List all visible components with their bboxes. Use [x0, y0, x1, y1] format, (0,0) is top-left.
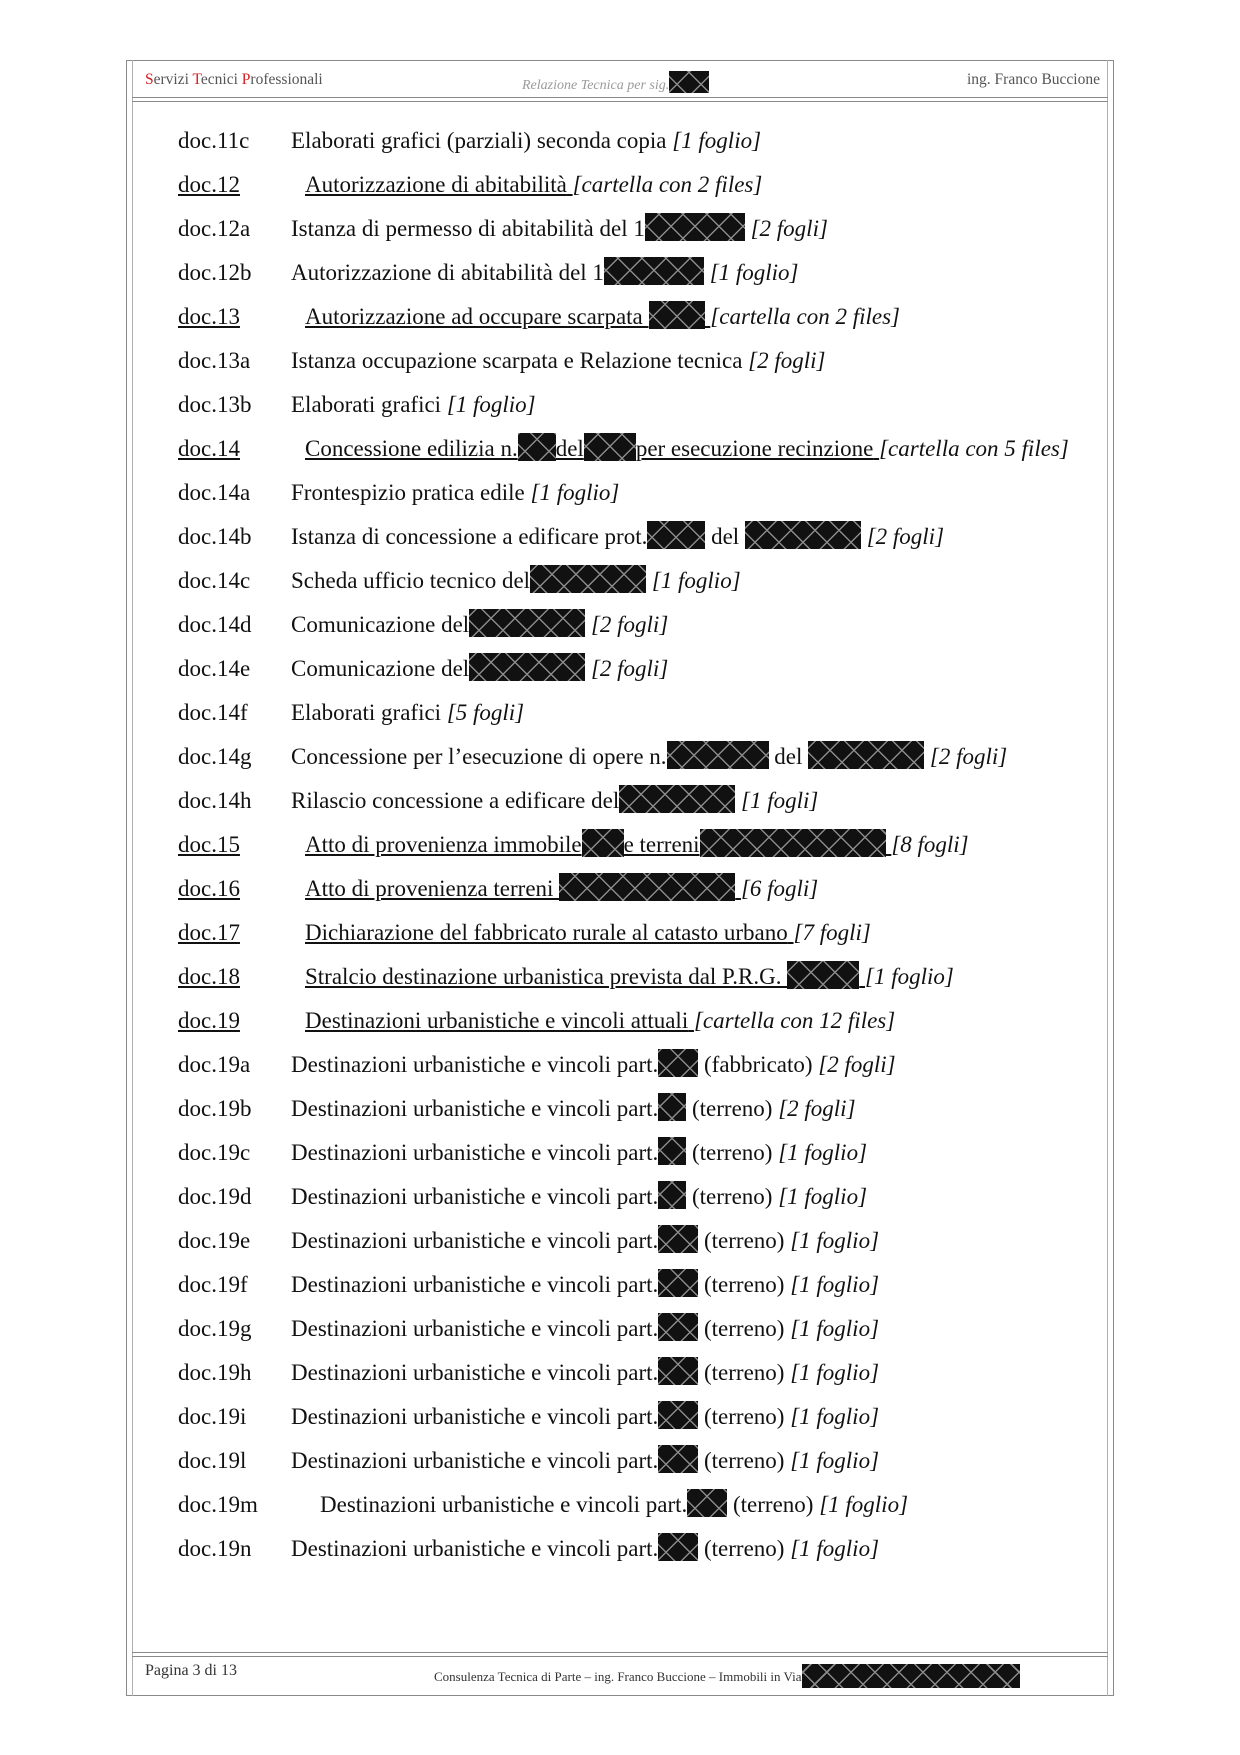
redaction-box	[530, 565, 646, 593]
page-count-note: [1 foglio]	[778, 1140, 868, 1165]
document-code: doc.19c	[178, 1140, 251, 1165]
document-code: doc.14b	[178, 524, 252, 549]
document-code: doc.19f	[178, 1272, 248, 1297]
document-description	[291, 784, 818, 818]
description-text: del	[705, 524, 745, 549]
document-description	[291, 1356, 879, 1390]
redaction-box	[584, 433, 636, 461]
document-item	[178, 1444, 1098, 1488]
document-description	[291, 1004, 895, 1038]
redaction-box	[658, 1357, 698, 1385]
document-code: doc.12	[178, 172, 240, 197]
footer-rule	[132, 1652, 1108, 1653]
document-description	[291, 1400, 879, 1434]
page-count-note: [2 fogli]	[866, 524, 945, 549]
document-item	[178, 608, 1098, 652]
redaction-box	[658, 1049, 698, 1077]
redaction-box	[745, 521, 861, 549]
document-section	[178, 168, 1098, 212]
document-description	[291, 1444, 879, 1478]
document-description	[291, 344, 826, 378]
description-text: (terreno)	[727, 1492, 820, 1517]
page-count-note: [1 fogli]	[741, 788, 819, 813]
document-section	[178, 300, 1098, 344]
document-item	[178, 1356, 1098, 1400]
description-text: Rilascio concessione a edificare del	[291, 788, 620, 813]
document-description	[291, 740, 1007, 774]
footer-rule-2	[132, 1656, 1108, 1657]
header-company-part: ervizi	[153, 71, 193, 88]
document-description	[291, 652, 668, 686]
description-text: (terreno)	[686, 1140, 779, 1165]
description-text: Destinazioni urbanistiche e vincoli part.	[291, 1404, 659, 1429]
description-text: Elaborati grafici (parziali) seconda copia	[291, 128, 673, 153]
document-code: doc.14g	[178, 744, 252, 769]
description-text: Destinazioni urbanistiche e vincoli part.	[291, 1448, 659, 1473]
document-description	[291, 608, 668, 642]
section-title	[305, 920, 794, 945]
description-text: (terreno)	[698, 1448, 791, 1473]
document-item	[178, 1532, 1098, 1576]
description-text: Destinazioni urbanistiche e vincoli part.	[291, 1052, 659, 1077]
description-text: Destinazioni urbanistiche e vincoli part.	[291, 1096, 659, 1121]
redaction-box	[658, 1533, 698, 1561]
page-count-note: [1 foglio]	[778, 1184, 868, 1209]
page-count-note: [cartella con 2 files]	[572, 172, 763, 197]
description-text: Destinazioni urbanistiche e vincoli part.	[291, 1228, 659, 1253]
document-code: doc.14h	[178, 788, 252, 813]
document-code: doc.19l	[178, 1448, 247, 1473]
redaction-box	[645, 213, 745, 241]
document-description	[291, 1532, 879, 1566]
document-code: doc.19	[178, 1008, 240, 1033]
document-item	[178, 784, 1098, 828]
document-code: doc.18	[178, 964, 240, 989]
document-description	[291, 1136, 867, 1170]
document-code: doc.19g	[178, 1316, 252, 1341]
footer-description: Consulenza Tecnica di Parte – ing. Franco Buccione – Immobili in Via	[434, 1664, 1020, 1688]
document-code: doc.13b	[178, 392, 252, 417]
description-text: Istanza occupazione scarpata e Relazione tecnica	[291, 348, 749, 373]
document-section	[178, 916, 1098, 960]
document-description	[291, 916, 871, 950]
description-text: (terreno)	[698, 1404, 791, 1429]
document-item	[178, 1136, 1098, 1180]
document-item	[178, 1488, 1098, 1532]
document-code: doc.12a	[178, 216, 251, 241]
description-text: Destinazioni urbanistiche e vincoli part.	[291, 1316, 659, 1341]
document-code: doc.14d	[178, 612, 252, 637]
header-rule-2	[132, 101, 1108, 102]
page-count-note: [2 fogli]	[818, 1052, 896, 1077]
page-count-note: [cartella con 5 files]	[879, 436, 1069, 461]
page-count-note: [7 fogli]	[793, 920, 871, 945]
document-code: doc.16	[178, 876, 240, 901]
redaction-box	[787, 961, 859, 989]
redaction-box	[658, 1313, 698, 1341]
description-text: Atto di provenienza terreni	[305, 876, 560, 901]
redaction-box	[658, 1137, 686, 1165]
description-text: e terreni	[623, 832, 700, 857]
document-code: doc.19a	[178, 1052, 251, 1077]
header-company-part: P	[241, 71, 251, 88]
description-text: Dichiarazione del fabbricato rurale al catasto urbano	[305, 920, 788, 945]
redaction-box	[658, 1225, 698, 1253]
document-item	[178, 124, 1098, 168]
page-count-note: [1 foglio]	[865, 964, 954, 989]
section-title	[305, 832, 891, 857]
description-text: (terreno)	[698, 1228, 791, 1253]
description-text: (terreno)	[698, 1272, 791, 1297]
redaction-box	[658, 1445, 698, 1473]
document-code: doc.13	[178, 304, 240, 329]
document-item	[178, 388, 1098, 432]
description-text: Stralcio destinazione urbanistica prevista dal P.R.G.	[305, 964, 788, 989]
document-description	[291, 256, 799, 290]
redaction-box	[667, 741, 769, 769]
document-code: doc.19m	[178, 1492, 258, 1517]
header-company-part: T	[192, 71, 201, 88]
description-text: Comunicazione del	[291, 656, 470, 681]
document-description	[291, 388, 536, 422]
document-description	[291, 1312, 879, 1346]
description-text: Atto di provenienza immobile	[305, 832, 582, 857]
redaction-box	[649, 301, 705, 329]
section-title	[305, 436, 879, 461]
page-count-note: [5 fogli]	[446, 700, 525, 725]
redaction-box	[647, 521, 705, 549]
description-text: (terreno)	[698, 1360, 791, 1385]
description-text: Destinazioni urbanistiche e vincoli part.	[291, 1184, 659, 1209]
description-text: Destinazioni urbanistiche e vincoli part.	[320, 1492, 688, 1517]
redaction-box	[469, 653, 585, 681]
description-text: del	[768, 744, 809, 769]
document-description	[320, 1488, 908, 1522]
document-item	[178, 696, 1098, 740]
redaction-box	[604, 257, 704, 285]
redaction-box	[658, 1181, 686, 1209]
description-text: Destinazioni urbanistiche e vincoli part.	[291, 1140, 659, 1165]
redaction-box	[582, 829, 624, 857]
page-count-note: [8 fogli]	[891, 832, 969, 857]
document-section	[178, 432, 1098, 476]
redaction-box	[518, 433, 556, 461]
document-code: doc.15	[178, 832, 240, 857]
description-text: Comunicazione del	[291, 612, 470, 637]
header-company-name	[145, 71, 323, 89]
document-item	[178, 564, 1098, 608]
document-item	[178, 1400, 1098, 1444]
description-text: Istanza di permesso di abitabilità del 1	[291, 216, 645, 241]
redaction-box	[658, 1401, 698, 1429]
document-code: doc.12b	[178, 260, 252, 285]
document-item	[178, 256, 1098, 300]
document-code: doc.14e	[178, 656, 251, 681]
description-text: Destinazioni urbanistiche e vincoli part.	[291, 1360, 659, 1385]
page-count-note: [6 fogli]	[740, 876, 819, 901]
document-code: doc.19e	[178, 1228, 251, 1253]
document-description	[291, 872, 818, 906]
header-report-title: Relazione Tecnica per sig.	[522, 71, 709, 94]
document-section	[178, 872, 1098, 916]
description-text: Scheda ufficio tecnico del	[291, 568, 531, 593]
description-text: (fabbricato)	[698, 1052, 819, 1077]
description-text: Destinazioni urbanistiche e vincoli attuali	[305, 1008, 689, 1033]
redaction-box	[658, 1269, 698, 1297]
page-count-note: [2 fogli]	[750, 216, 828, 241]
document-code: doc.19b	[178, 1096, 252, 1121]
document-code: doc.14	[178, 436, 240, 461]
page-count-note: [2 fogli]	[778, 1096, 856, 1121]
page-count-note: [1 foglio]	[790, 1448, 880, 1473]
page-count-note: [1 foglio]	[790, 1404, 880, 1429]
page-count-note: [1 foglio]	[819, 1492, 909, 1517]
page-count-note: [1 foglio]	[446, 392, 536, 417]
document-item	[178, 476, 1098, 520]
section-title	[305, 304, 710, 329]
document-description	[291, 432, 1069, 466]
document-item	[178, 1092, 1098, 1136]
description-text: Autorizzazione ad occupare scarpata	[305, 304, 649, 329]
description-text: Concessione edilizia n.	[305, 436, 518, 461]
description-text: Istanza di concessione a edificare prot.	[291, 524, 648, 549]
description-text: del	[555, 436, 584, 461]
document-description	[291, 168, 762, 202]
document-description	[291, 960, 954, 994]
document-section	[178, 960, 1098, 1004]
document-description	[291, 212, 828, 246]
document-description	[291, 696, 524, 730]
page-count-note: [1 foglio]	[709, 260, 799, 285]
document-description	[291, 124, 761, 158]
description-text: (terreno)	[698, 1316, 791, 1341]
page-header	[145, 71, 1100, 93]
page-count-note: [2 fogli]	[590, 612, 669, 637]
section-title	[305, 964, 865, 989]
page-count-note: [cartella con 2 files]	[710, 304, 901, 329]
document-code: doc.14a	[178, 480, 251, 505]
description-text: (terreno)	[686, 1184, 779, 1209]
section-title	[305, 1008, 694, 1033]
document-item	[178, 520, 1098, 564]
page-count-note: [cartella con 12 files]	[693, 1008, 896, 1033]
description-text: Elaborati grafici	[291, 700, 447, 725]
section-title	[305, 876, 741, 901]
page-count-note: [1 foglio]	[672, 128, 762, 153]
redaction-box	[559, 873, 735, 901]
document-item	[178, 1268, 1098, 1312]
description-text: Concessione per l’esecuzione di opere n.	[291, 744, 667, 769]
document-code: doc.14c	[178, 568, 251, 593]
document-item	[178, 740, 1098, 784]
document-section	[178, 1004, 1098, 1048]
document-code: doc.19i	[178, 1404, 247, 1429]
document-item	[178, 1180, 1098, 1224]
description-text: (terreno)	[686, 1096, 779, 1121]
document-item	[178, 344, 1098, 388]
document-description	[291, 300, 900, 334]
page-count-note: [1 foglio]	[790, 1536, 880, 1561]
page-footer	[145, 1662, 1100, 1686]
document-code: doc.17	[178, 920, 240, 945]
page-count-note: [2 fogli]	[929, 744, 1008, 769]
page-number: Pagina 3 di 13	[145, 1662, 237, 1679]
description-text: Destinazioni urbanistiche e vincoli part.	[291, 1272, 659, 1297]
redaction-box	[687, 1489, 727, 1517]
description-text: Destinazioni urbanistiche e vincoli part.	[291, 1536, 659, 1561]
redaction-box	[808, 741, 924, 769]
document-code: doc.19n	[178, 1536, 252, 1561]
redaction-box	[802, 1664, 1020, 1688]
redaction-box	[700, 829, 886, 857]
page-count-note: [2 fogli]	[590, 656, 669, 681]
description-text: Autorizzazione di abitabilità del 1	[291, 260, 604, 285]
document-description	[291, 828, 969, 862]
document-description	[291, 1048, 896, 1082]
document-code: doc.11c	[178, 128, 250, 153]
document-code: doc.14f	[178, 700, 248, 725]
document-item	[178, 652, 1098, 696]
section-title	[305, 172, 573, 197]
redaction-box	[669, 71, 709, 93]
document-description	[291, 1224, 879, 1258]
page-count-note: [1 foglio]	[790, 1272, 880, 1297]
page-count-note: [1 foglio]	[790, 1360, 880, 1385]
page-count-note: [1 foglio]	[790, 1316, 880, 1341]
page-count-note: [2 fogli]	[748, 348, 826, 373]
header-rule	[132, 97, 1108, 98]
document-list	[178, 124, 1098, 1576]
document-item	[178, 1048, 1098, 1092]
document-item	[178, 1312, 1098, 1356]
header-company-part: rofessionali	[250, 71, 323, 88]
description-text: per esecuzione recinzione	[635, 436, 874, 461]
redaction-box	[469, 609, 585, 637]
document-description	[291, 1268, 879, 1302]
redaction-box	[619, 785, 735, 813]
redaction-box	[658, 1093, 686, 1121]
document-code: doc.13a	[178, 348, 251, 373]
description-text: Frontespizio pratica edile	[291, 480, 531, 505]
header-author: ing. Franco Buccione	[966, 71, 1100, 88]
description-text: Autorizzazione di abitabilità	[305, 172, 567, 197]
page-count-note: [1 foglio]	[651, 568, 741, 593]
document-description	[291, 520, 944, 554]
document-description	[291, 1180, 867, 1214]
document-description	[291, 476, 619, 510]
description-text: (terreno)	[698, 1536, 791, 1561]
header-company-part: S	[145, 71, 154, 88]
document-item	[178, 212, 1098, 256]
document-section	[178, 828, 1098, 872]
document-code: doc.19h	[178, 1360, 252, 1385]
header-company-part: ecnici	[200, 71, 242, 88]
document-item	[178, 1224, 1098, 1268]
document-description	[291, 1092, 856, 1126]
description-text: Elaborati grafici	[291, 392, 447, 417]
page-count-note: [1 foglio]	[790, 1228, 880, 1253]
page-count-note: [1 foglio]	[530, 480, 620, 505]
document-description	[291, 564, 741, 598]
document-code: doc.19d	[178, 1184, 252, 1209]
